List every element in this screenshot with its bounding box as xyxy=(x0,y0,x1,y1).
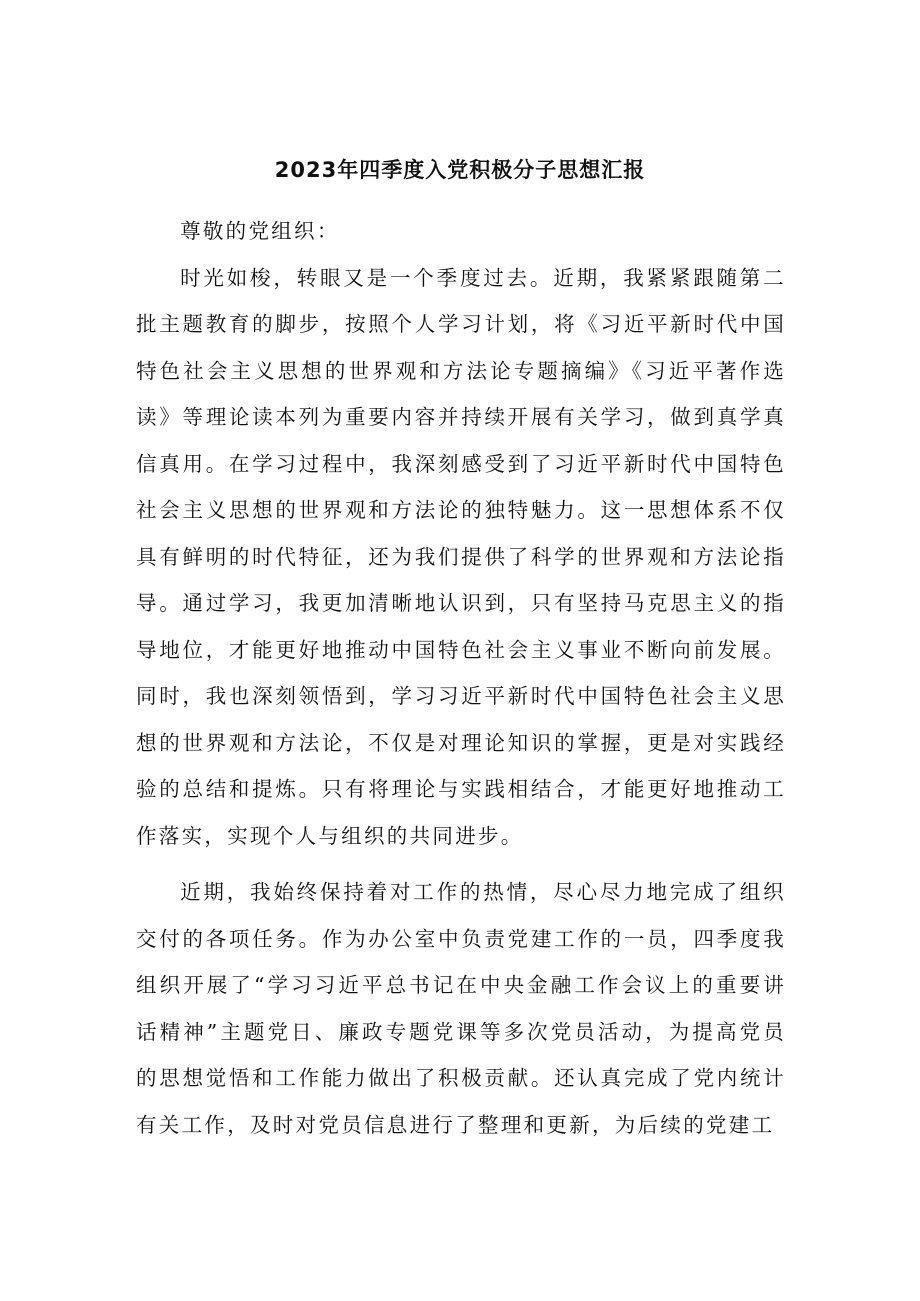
paragraph: 近期，我始终保持着对工作的热情，尽心尽力地完成了组织交付的各项任务。作为办公室中负责党建工作的一员，四季度我组织开展了“学习习近平总书记在中央金融工作会议上的重要讲话精神”主题党日、廉政专题党课等多次党员活动，为提高党员的思想觉悟和工作能力做出了积极贡献。还认真完成了党内统计有关工作，及时对党员信息进行了整理和更新，为后续的党建工 xyxy=(136,880,786,1137)
paragraph: 时光如梭，转眼又是一个季度过去。近期，我紧紧跟随第二批主题教育的脚步，按照个人学习计划，将《习近平新时代中国特色社会主义思想的世界观和方法论专题摘编》《习近平著作选读》等理论读本列为重要内容并持续开展有关学习，做到真学真信真用。在学习过程中，我深刻感受到了习近平新时代中国特色社会主义思想的世界观和方法论的独特魅力。这一思想体系不仅具有鲜明的时代特征，还为我们提供了科学的世界观和方法论指导。通过学习，我更加清晰地认识到，只有坚持马克思主义的指导地位，才能更好地推动中国特色社会主义事业不断向前发展。同时，我也深刻领悟到，学习习近平新时代中国特色社会主义思想的世界观和方法论，不仅是对理论知识的掌握，更是对实践经验的总结和提炼。只有将理论与实践相结合，才能更好地推动工作落实，实现个人与组织的共同进步。 xyxy=(136,265,786,848)
salutation: 尊敬的党组织： xyxy=(180,219,340,243)
document-body xyxy=(136,208,786,1148)
document-title: 2023年四季度入党积极分子思想汇报 xyxy=(274,158,646,182)
